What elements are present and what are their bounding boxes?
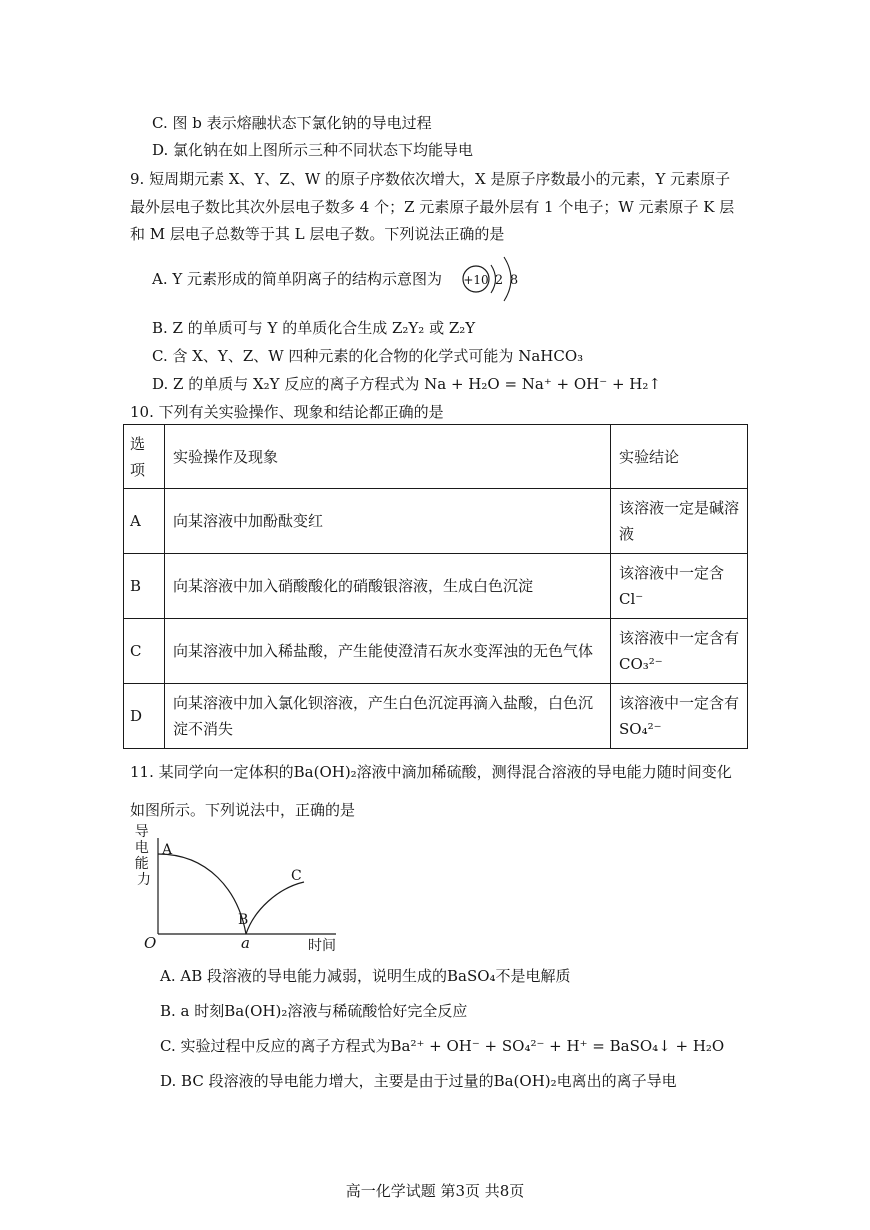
row-operation: 向某溶液中加入硝酸酸化的硝酸银溶液，生成白色沉淀 [165,554,611,619]
shell-2-electrons: 8 [509,273,519,288]
origin-label: O [144,934,157,952]
q9-stem-line-1: 9. 短周期元素 X、Y、Z、W 的原子序数依次增大，X 是原子序数最小的元素，Y 元素原子 [130,170,731,188]
table-row [124,489,748,554]
nucleus-charge: +10 [463,273,489,287]
row-operation: 向某溶液中加入稀盐酸，产生能使澄清石灰水变浑浊的无色气体 [165,619,611,684]
curve-bc [246,882,304,934]
row-operation: 向某溶液中加酚酞变红 [165,489,611,554]
conductivity-graph [128,820,348,955]
table-header-row [124,425,748,489]
header-conclusion: 实验结论 [611,425,748,489]
q9-option-b: B. Z 的单质可与 Y 的单质化合生成 Z₂Y₂ 或 Z₂Y [152,319,476,337]
curve-ab [158,854,249,934]
x-tick-a: a [241,934,250,952]
experiment-table [123,424,748,749]
q8-option-c: C. 图 b 表示熔融状态下氯化钠的导电过程 [152,114,432,132]
header-option: 选项 [124,425,165,489]
table-row [124,684,748,749]
row-conclusion: 该溶液中一定含有CO₃²⁻ [611,619,748,684]
q10-stem: 10. 下列有关实验操作、现象和结论都正确的是 [130,403,444,421]
ion-structure-diagram [458,252,528,306]
row-conclusion: 该溶液中一定含Cl⁻ [611,554,748,619]
row-conclusion: 该溶液中一定含有SO₄²⁻ [611,684,748,749]
q9-stem-line-3: 和 M 层电子总数等于其 L 层电子数。下列说法正确的是 [130,225,505,243]
q9-stem-line-2: 最外层电子数比其次外层电子数多 4 个；Z 元素原子最外层有 1 个电子；W 元素原子 K 层 [130,198,735,216]
q11-option-b: B. a 时刻Ba(OH)₂溶液与稀硫酸恰好完全反应 [160,1002,468,1020]
point-a-label: A [162,842,173,858]
point-b-label: B [238,912,249,928]
q11-stem-line-2: 如图所示。下列说法中，正确的是 [130,801,356,819]
q11-option-c: C. 实验过程中反应的离子方程式为Ba²⁺ + OH⁻ + SO₄²⁻ + H⁺ = BaSO₄↓ + H₂O [160,1037,725,1055]
q11-stem-line-1: 11. 某同学向一定体积的Ba(OH)₂溶液中滴加稀硫酸，测得混合溶液的导电能力随时间变化 [130,763,732,781]
row-option: D [124,684,165,749]
header-operation: 实验操作及现象 [165,425,611,489]
row-option: B [124,554,165,619]
q9-option-c: C. 含 X、Y、Z、W 四种元素的化合物的化学式可能为 NaHCO₃ [152,347,584,365]
row-option: A [124,489,165,554]
page-footer: 高一化学试题 第3页 共8页 [345,1182,525,1200]
q9-option-d: D. Z 的单质与 X₂Y 反应的离子方程式为 Na + H₂O = Na⁺ + OH⁻ + H₂↑ [152,375,661,393]
point-c-label: C [291,868,302,884]
y-axis-label: 导 电 能 力 [134,824,151,888]
row-operation: 向某溶液中加入氯化钡溶液，产生白色沉淀再滴入盐酸，白色沉淀不消失 [165,684,611,749]
q9-option-a: A. Y 元素形成的简单阴离子的结构示意图为 [152,270,443,288]
row-conclusion: 该溶液一定是碱溶液 [611,489,748,554]
table-row [124,554,748,619]
x-axis-label: 时间 [308,938,336,954]
q11-option-a: A. AB 段溶液的导电能力减弱，说明生成的BaSO₄不是电解质 [160,967,571,985]
q8-option-d: D. 氯化钠在如上图所示三种不同状态下均能导电 [152,141,474,159]
table-row [124,619,748,684]
row-option: C [124,619,165,684]
shell-1-electrons: 2 [494,273,504,288]
q11-option-d: D. BC 段溶液的导电能力增大，主要是由于过量的Ba(OH)₂电离出的离子导电 [160,1072,677,1090]
